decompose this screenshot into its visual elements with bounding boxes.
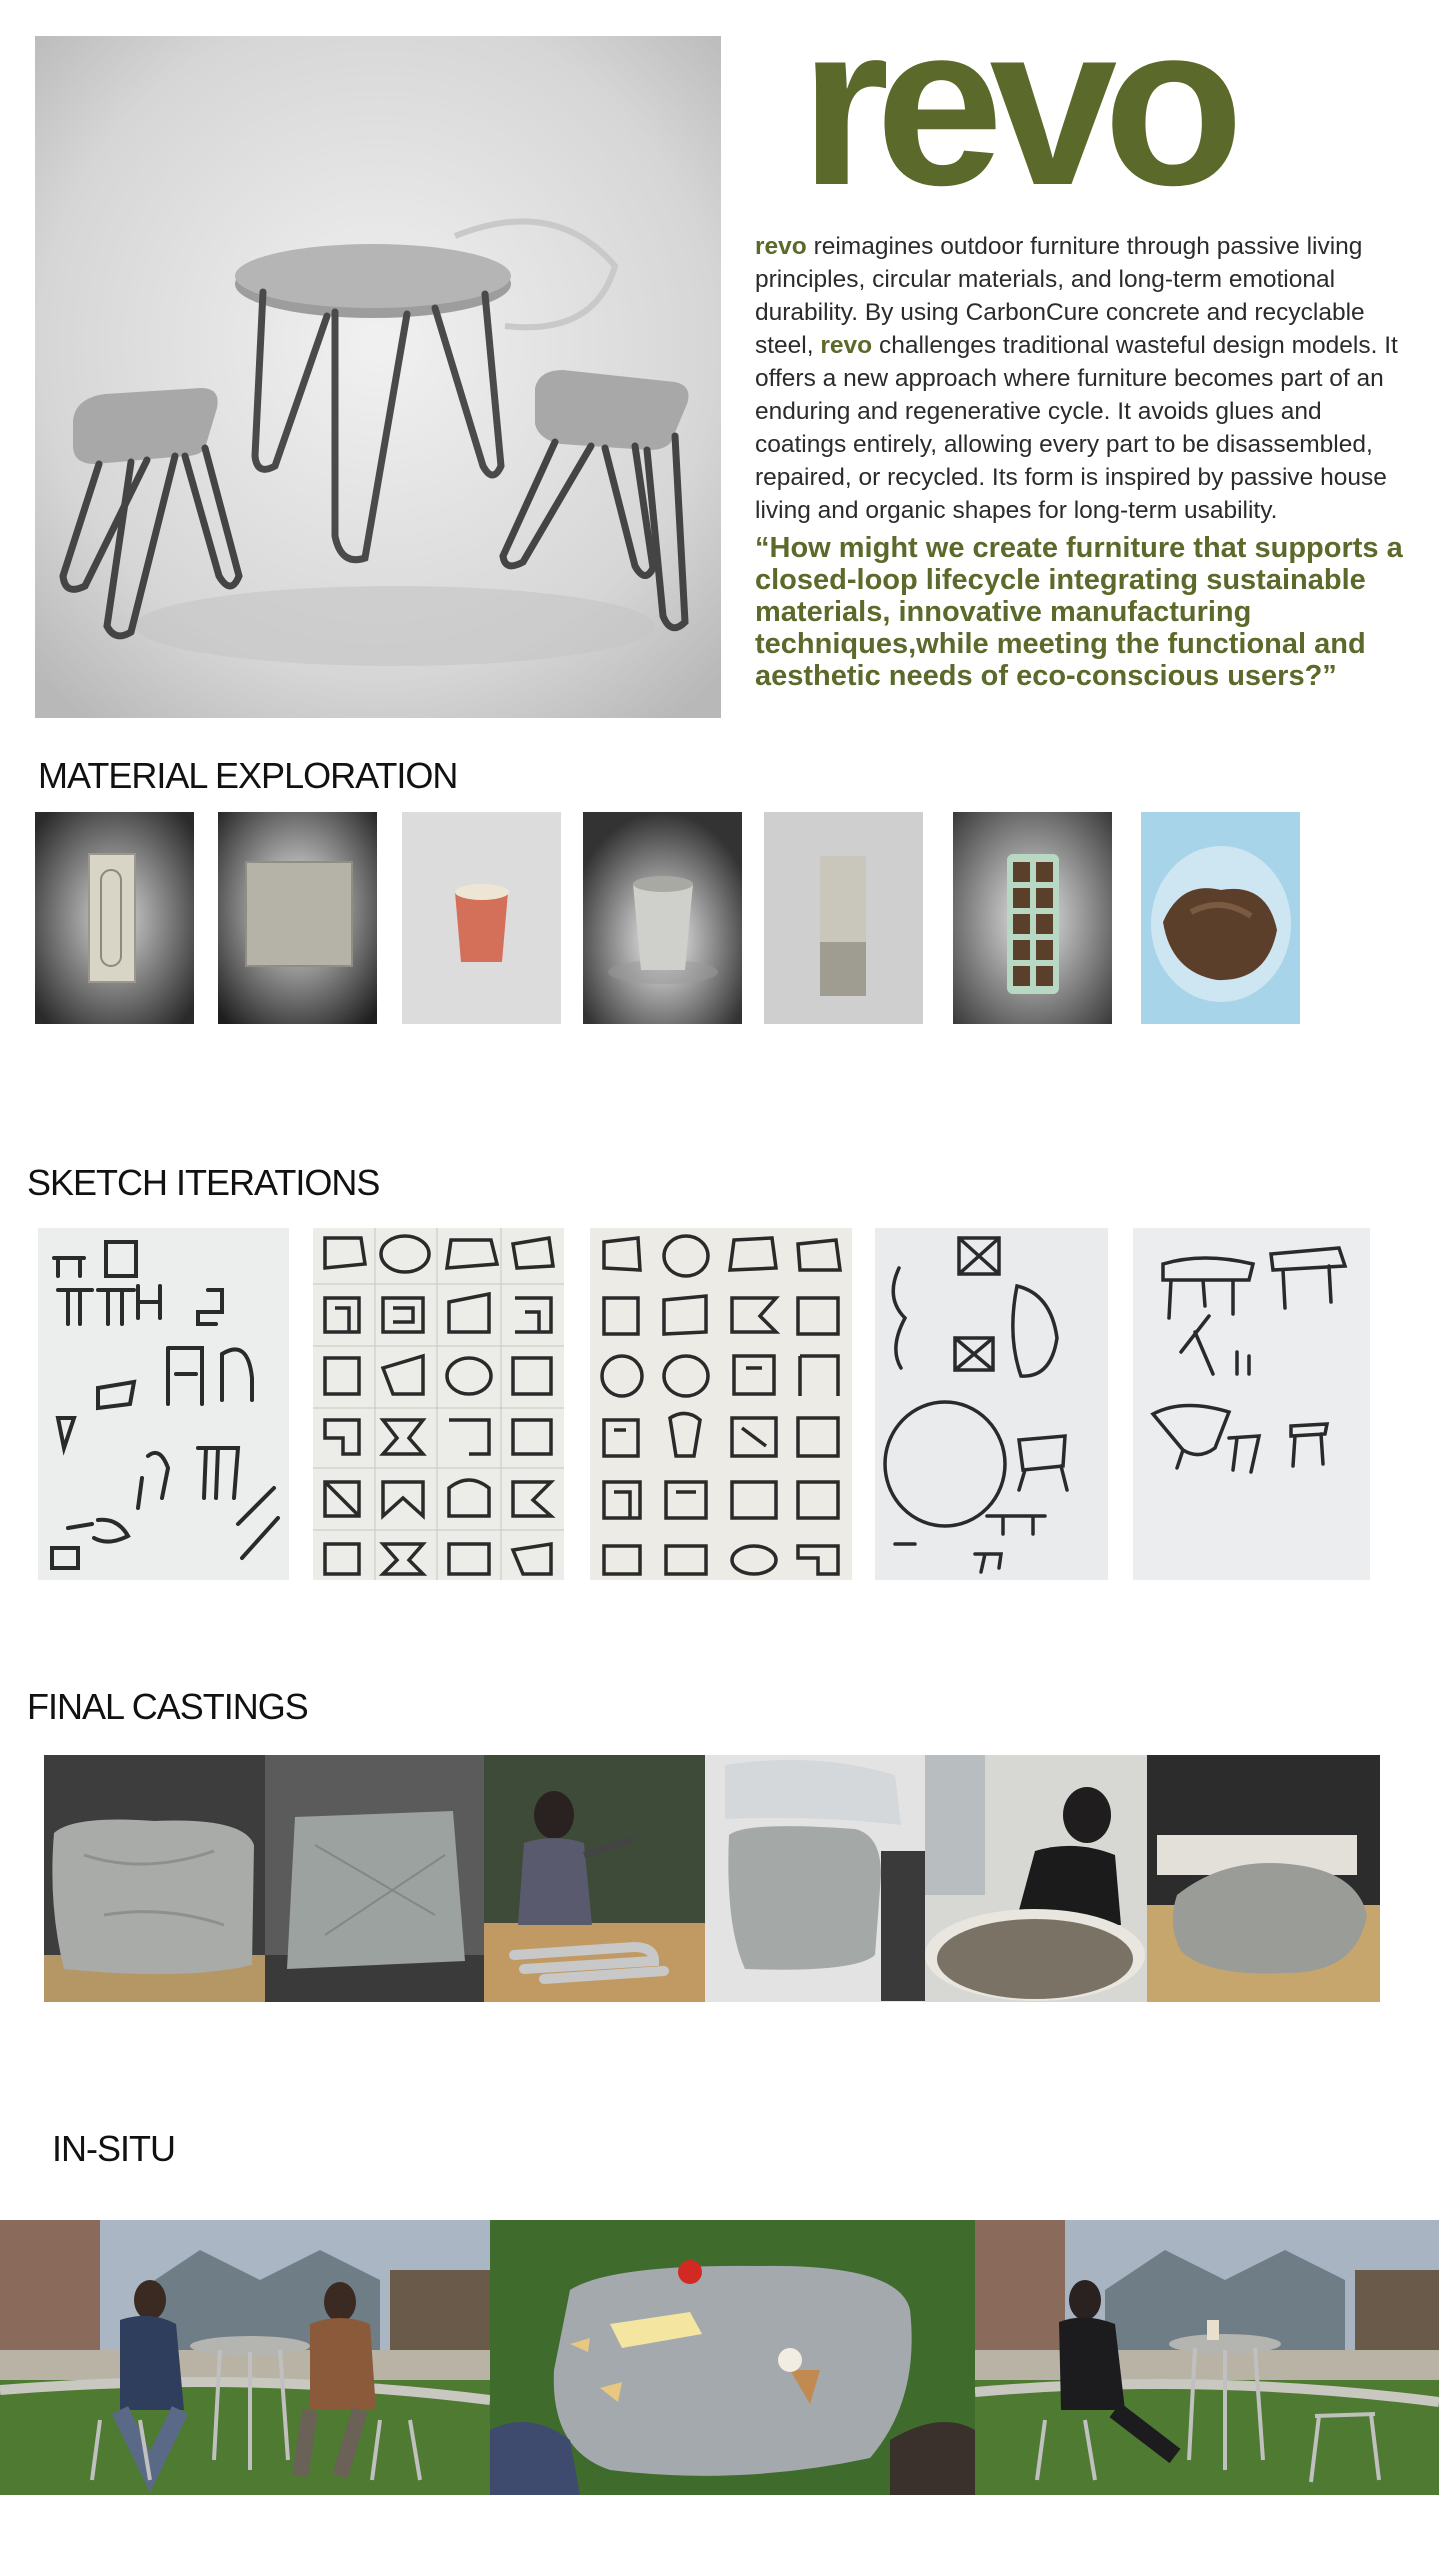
casting-photo-flat-slab — [265, 1755, 484, 2002]
in-situ-photo-two-people-seated — [0, 2220, 490, 2495]
sketch-photo-chairs — [38, 1228, 289, 1580]
material-photo-tall-block — [764, 812, 923, 1024]
final-castings-heading: FINAL CASTINGS — [27, 1686, 308, 1727]
material-exploration-heading: MATERIAL EXPLORATION — [38, 755, 458, 796]
material-photo-coffee-grounds — [1141, 812, 1300, 1024]
sketch-photo-stool-concepts — [1133, 1228, 1370, 1580]
in-situ-photo-table-top-view — [490, 2220, 975, 2495]
in-situ-heading: IN-SITU — [52, 2128, 175, 2169]
sketch-photo-grid-forms-2 — [590, 1228, 852, 1580]
casting-photo-demolding — [705, 1755, 925, 2002]
revo-logo: revo — [800, 0, 1230, 233]
casting-photo-textured-slab — [44, 1755, 265, 2002]
material-photo-red-cup — [402, 812, 561, 1024]
in-situ-photo-one-person-seated — [975, 2220, 1439, 2495]
research-question: “How might we create furniture that supports a closed-loop lifecycle integrating sustainable materials, innovative manufacturing techniques,while meeting the functional and aesthetic needs of eco-conscious users?” — [755, 532, 1403, 692]
material-photo-square-tile — [218, 812, 377, 1024]
intro-paragraph — [755, 230, 1405, 527]
sketch-iterations-heading: SKETCH ITERATIONS — [27, 1162, 380, 1203]
material-photo-concrete-cup — [583, 812, 742, 1024]
material-photo-brick-mold — [35, 812, 194, 1024]
intro-text-1: reimagines outdoor furniture through passive living principles, circular materials, and long-term emotional durability. By using CarbonCure concrete and recyclable steel, — [755, 233, 1365, 359]
intro-brand-1: revo — [755, 233, 807, 260]
sketch-photo-table-concepts — [875, 1228, 1108, 1580]
material-photo-ice-tray — [953, 812, 1112, 1024]
hero-photo-table-and-stools — [35, 36, 721, 718]
sketch-photo-grid-forms-1 — [313, 1228, 564, 1580]
casting-photo-finished-top — [1147, 1755, 1380, 2002]
intro-brand-2: revo — [820, 332, 873, 359]
casting-photo-bending-steel — [484, 1755, 705, 2002]
casting-photo-pouring-top — [925, 1755, 1147, 2002]
intro-text-2: challenges traditional wasteful design models. It offers a new approach where furniture becomes part of an enduring and regenerative cycle. It avoids glues and coatings entirely, allowing every part to be disassembled, repaired, or recycled. Its form is inspired by passive house living and organic shapes for long-term usability. — [755, 332, 1398, 524]
